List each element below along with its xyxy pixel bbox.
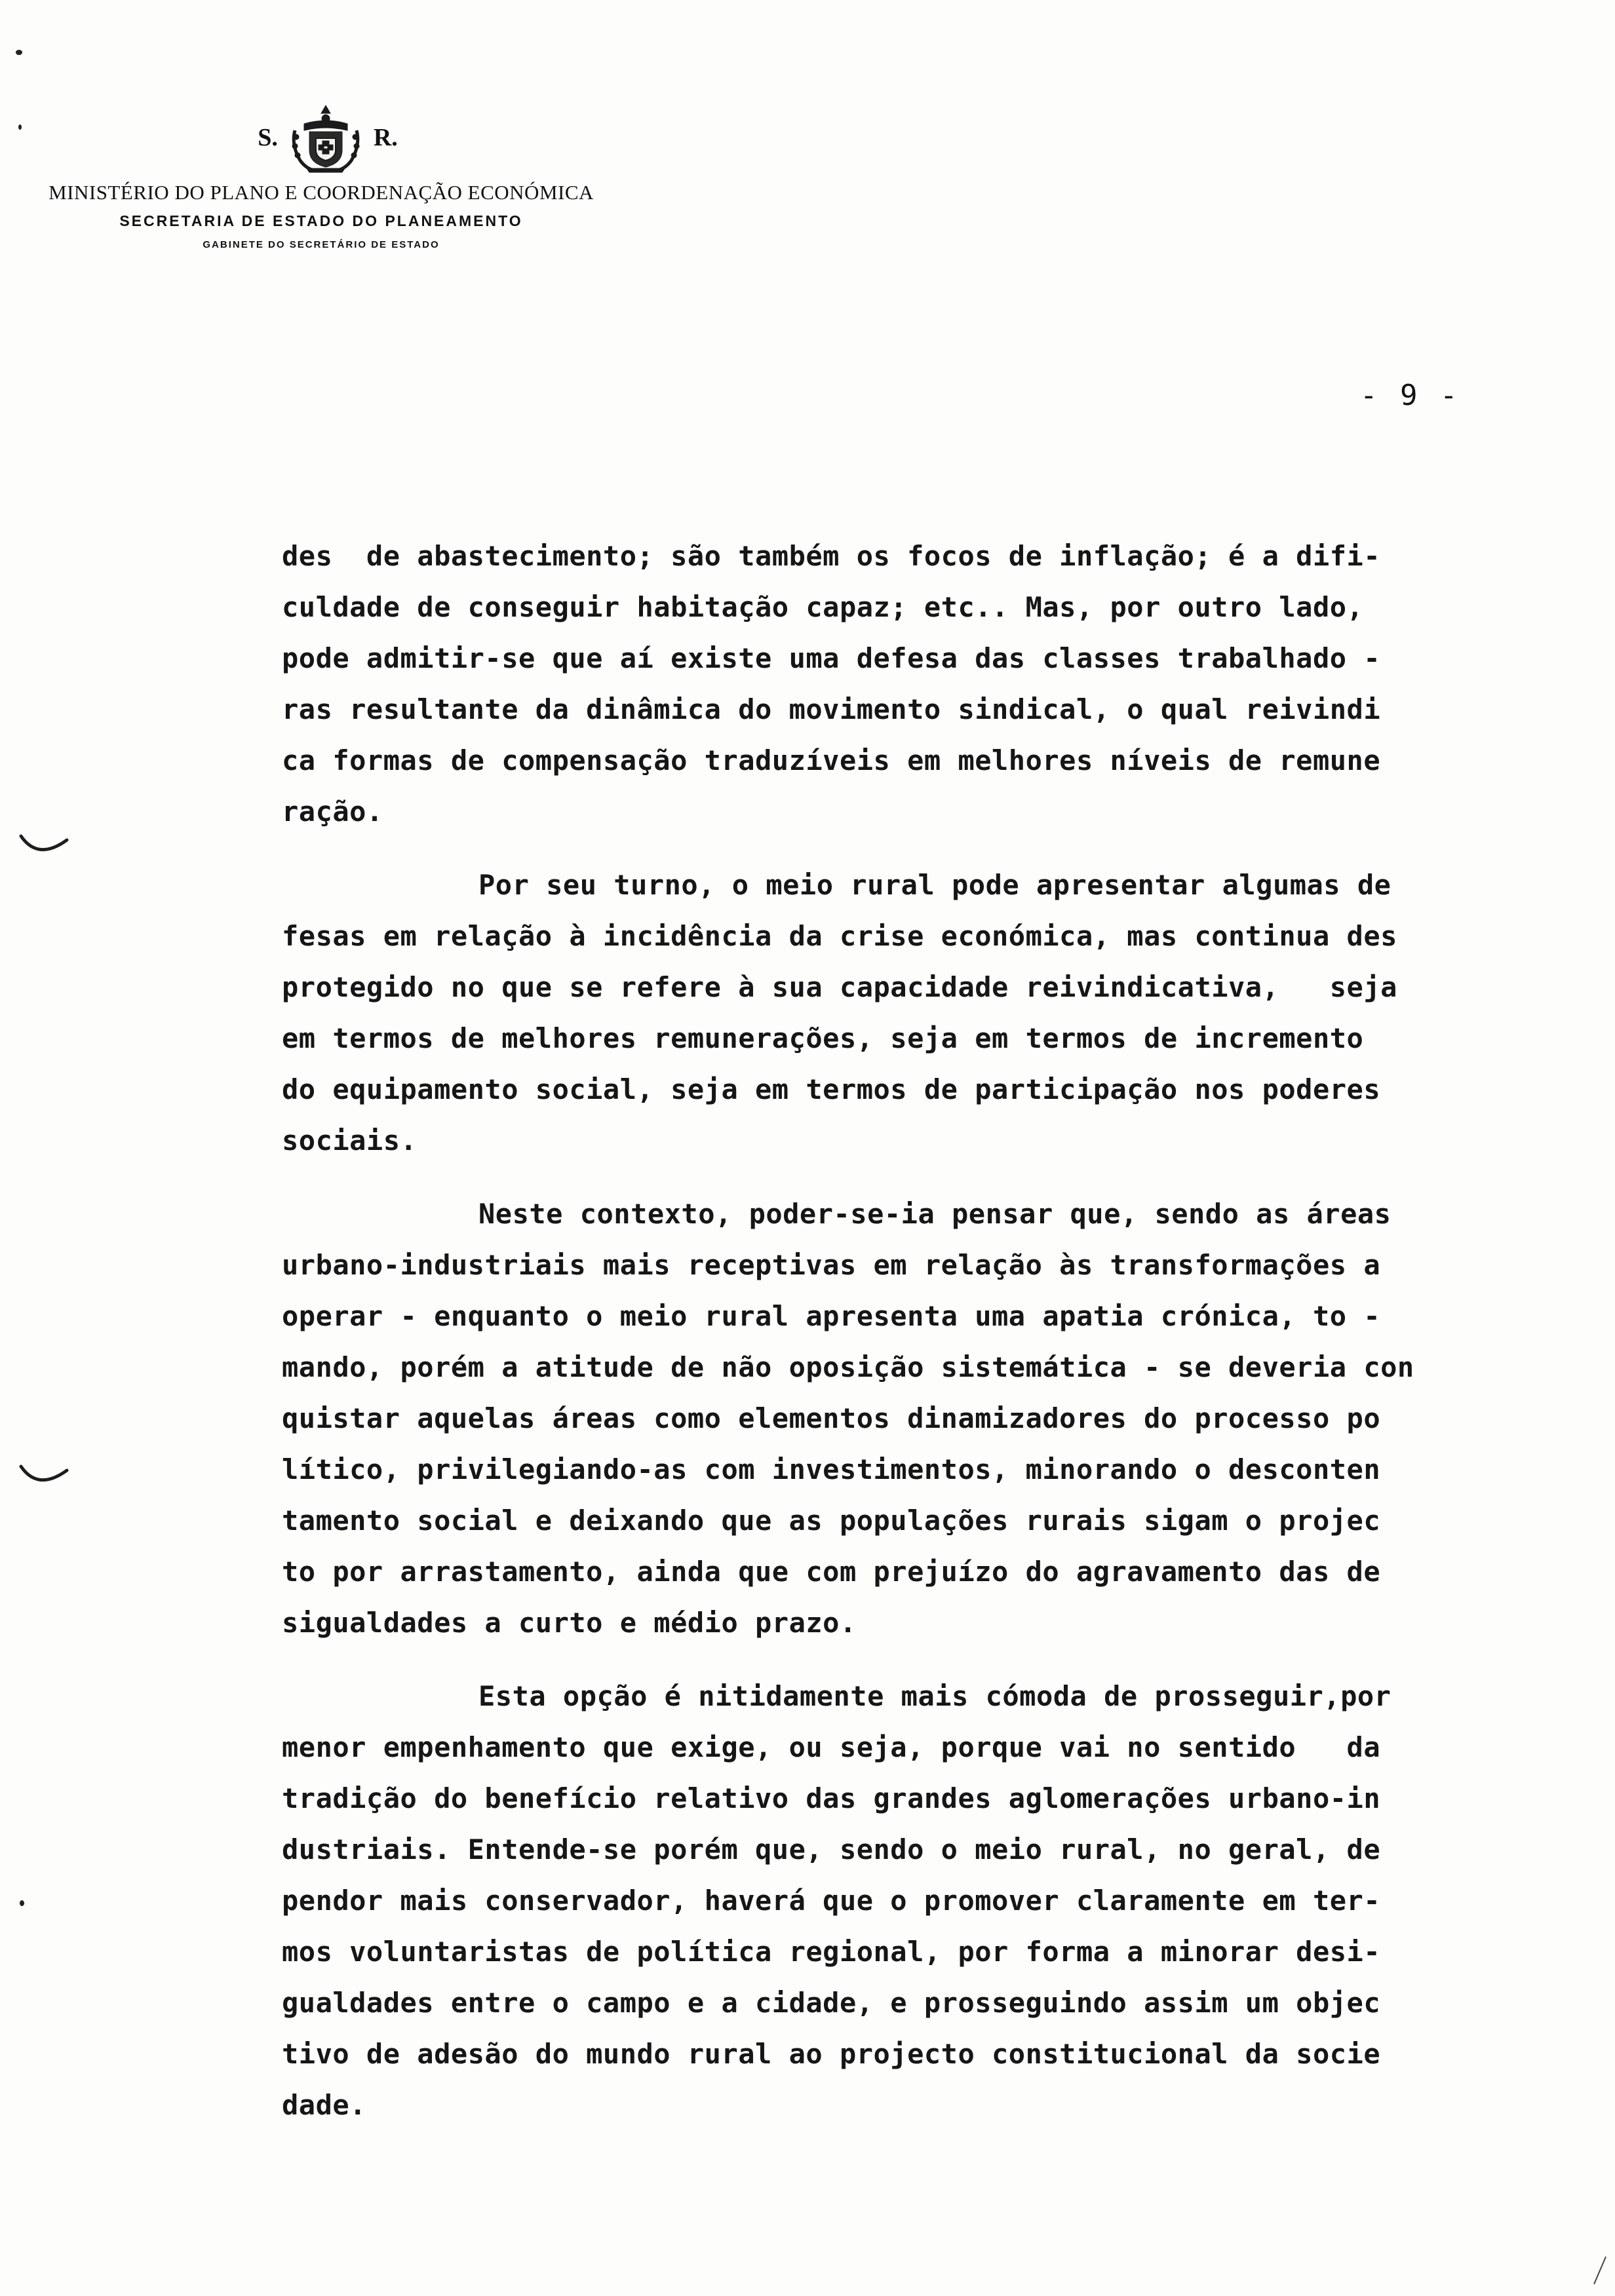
paragraph-gap [282, 1649, 1481, 1671]
paragraph-gap [282, 1166, 1481, 1189]
text-line: ca formas de compensação traduzíveis em melhores níveis de remune [282, 744, 1381, 776]
text-line: do equipamento social, seja em termos de participação nos poderes [282, 1073, 1381, 1105]
seal-letter-left: S. [258, 124, 278, 151]
text-line: ração. [282, 795, 383, 828]
text-line: pendor mais conservador, haverá que o promover claramente em ter- [282, 1885, 1381, 1917]
text-line: Esta opção é nitidamente mais cómoda de prosseguir,por [478, 1680, 1391, 1712]
text-line: dade. [282, 2089, 366, 2121]
text-line: pode admitir-se que aí existe uma defesa das classes trabalhado - [282, 642, 1381, 674]
text-line: culdade de conseguir habitação capaz; etc.. Mas, por outro lado, [282, 591, 1364, 623]
scan-speck [18, 124, 22, 130]
text-line: mando, porém a atitude de não oposição sistemática - se deveria con [282, 1351, 1414, 1383]
text-line: des de abastecimento; são também os focos de inflação; é a difi- [282, 540, 1381, 572]
text-line: fesas em relação à incidência da crise económica, mas continua des [282, 920, 1397, 952]
text-line: menor empenhamento que exige, ou seja, porque vai no sentido da [282, 1731, 1381, 1763]
text-line: gualdades entre o campo e a cidade, e prosseguindo assim um objec [282, 1987, 1381, 2019]
text-line: lítico, privilegiando-as com investimentos, minorando o desconten [282, 1453, 1381, 1485]
binder-hole-mark-bottom [18, 1463, 71, 1495]
text-line: tamento social e deixando que as populações rurais sigam o projec [282, 1504, 1381, 1537]
coat-of-arms-seal-icon [287, 102, 364, 174]
text-line: protegido no que se refere à sua capacidade reivindicativa, seja [282, 971, 1397, 1003]
text-line: mos voluntaristas de política regional, por forma a minorar desi- [282, 1936, 1381, 1968]
seal-letter-right: R. [373, 124, 398, 151]
paragraph-gap [282, 837, 1481, 860]
text-line: tivo de adesão do mundo rural ao projecto constitucional da socie [282, 2038, 1381, 2070]
text-line: to por arrastamento, ainda que com prejuízo do agravamento das de [282, 1556, 1381, 1588]
gabinete-name: GABINETE DO SECRETÁRIO DE ESTADO [203, 239, 440, 250]
seal-row [39, 98, 616, 177]
body-text [282, 531, 1481, 2131]
text-line: em termos de melhores remunerações, seja em termos de incremento [282, 1022, 1364, 1054]
text-line: operar - enquanto o meio rural apresenta uma apatia crónica, to - [282, 1300, 1381, 1332]
binder-hole-mark-top [18, 832, 71, 865]
page-number: - 9 - [1360, 379, 1460, 412]
corner-stroke-mark [1590, 2254, 1610, 2287]
text-line: urbano-industriais mais receptivas em relação às transformações a [282, 1249, 1381, 1281]
ministry-name: MINISTÉRIO DO PLANO E COORDENAÇÃO ECONÓMICA [49, 181, 594, 204]
text-line: ras resultante da dinâmica do movimento sindical, o qual reivindi [282, 693, 1381, 725]
text-line: dustriais. Entende-se porém que, sendo o meio rural, no geral, de [282, 1833, 1381, 1866]
secretaria-name: SECRETARIA DE ESTADO DO PLANEAMENTO [119, 212, 523, 229]
text-line: Neste contexto, poder-se-ia pensar que, sendo as áreas [478, 1198, 1391, 1230]
text-line: quistar aquelas áreas como elementos dinamizadores do processo po [282, 1402, 1381, 1434]
scan-speck [20, 1900, 24, 1906]
text-line: sigualdades a curto e médio prazo. [282, 1607, 857, 1639]
text-line: tradição do benefício relativo das grandes aglomerações urbano-in [282, 1782, 1381, 1814]
letterhead [26, 98, 616, 250]
text-line: sociais. [282, 1124, 418, 1157]
scan-speck [16, 50, 22, 55]
text-line: Por seu turno, o meio rural pode apresentar algumas de [478, 869, 1391, 901]
